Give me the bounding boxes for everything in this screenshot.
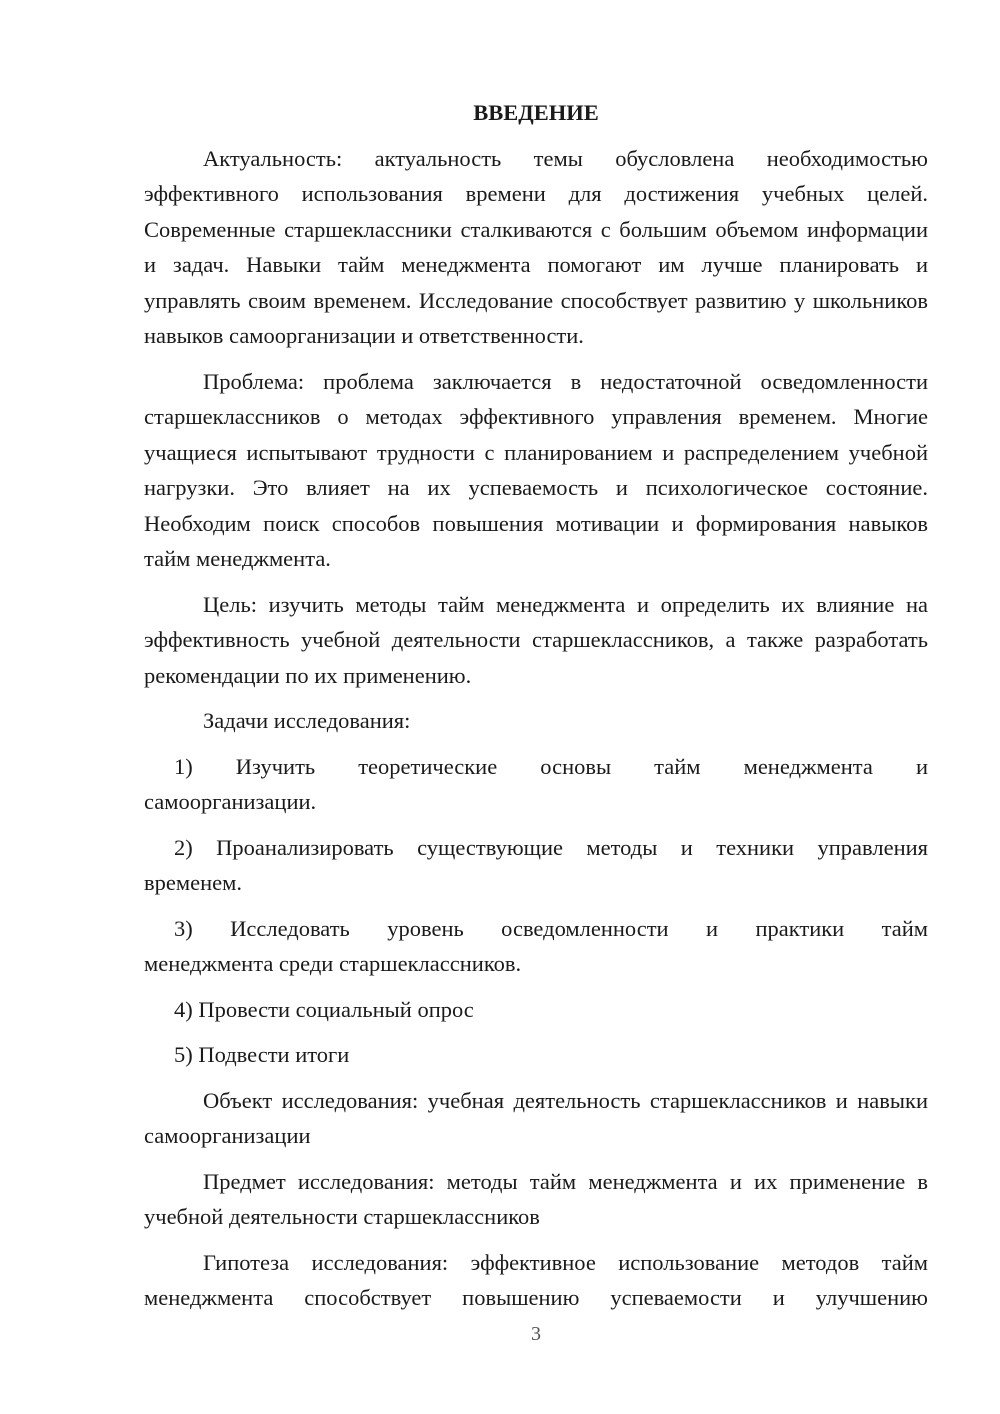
section-heading: ВВЕДЕНИЕ — [473, 100, 599, 125]
task-item-3-line1: 3) Исследовать уровень осведомленности и практики тайм — [174, 915, 928, 941]
paragraph-object: Объект исследования: учебная деятельность старшеклассников и навыки самоорганизации — [144, 1087, 928, 1148]
task-item-4: 4) Провести социальный опрос — [174, 996, 474, 1022]
paragraph-problem: Проблема: проблема заключается в недостаточной осведомленности старшеклассников о методах эффективного управления временем. Многие учащиеся испытывают трудности с планированием и распределением учебной нагрузки. Это влияет на их успеваемость и психологическое состояние. Необходим поиск способов повышения мотивации и формирования навыков тайм менеджмента. — [144, 368, 928, 571]
page-number: 3 — [531, 1323, 541, 1345]
paragraph-subject: Предмет исследования: методы тайм менеджмента и их применение в учебной деятельности старшеклассников — [144, 1168, 928, 1229]
task-item-2 — [144, 830, 928, 901]
paragraph-hypothesis: Гипотеза исследования: эффективное использование методов тайм менеджмента способствует повышению успеваемости и улучшению — [144, 1249, 928, 1310]
task-item-1-line2: самоорганизации. — [144, 789, 317, 814]
tasks-intro: Задачи исследования: — [203, 708, 411, 733]
task-item-1-line1: 1) Изучить теоретические основы тайм менеджмента и — [174, 753, 928, 779]
task-item-3 — [144, 911, 928, 982]
task-item-2-line1: 2) Проанализировать существующие методы и техники управления — [174, 834, 928, 860]
task-item-2-line2: временем. — [144, 870, 242, 895]
paragraph-goal: Цель: изучить методы тайм менеджмента и определить их влияние на эффективность учебной деятельности старшеклассников, а также разработать рекомендации по их применению. — [144, 591, 928, 688]
document-body — [144, 95, 928, 1326]
paragraph-relevance: Актуальность: актуальность темы обусловлена необходимостью эффективного использования времени для достижения учебных целей. Современные старшеклассники сталкиваются с большим объемом информации и задач. Навыки тайм менеджмента помогают им лучше планировать и управлять своим временем. Исследование способствует развитию у школьников навыков самоорганизации и ответственности. — [144, 145, 928, 348]
task-item-3-line2: менеджмента среди старшеклассников. — [144, 951, 522, 976]
task-item-5: 5) Подвести итоги — [174, 1042, 350, 1067]
task-item-1 — [144, 749, 928, 820]
